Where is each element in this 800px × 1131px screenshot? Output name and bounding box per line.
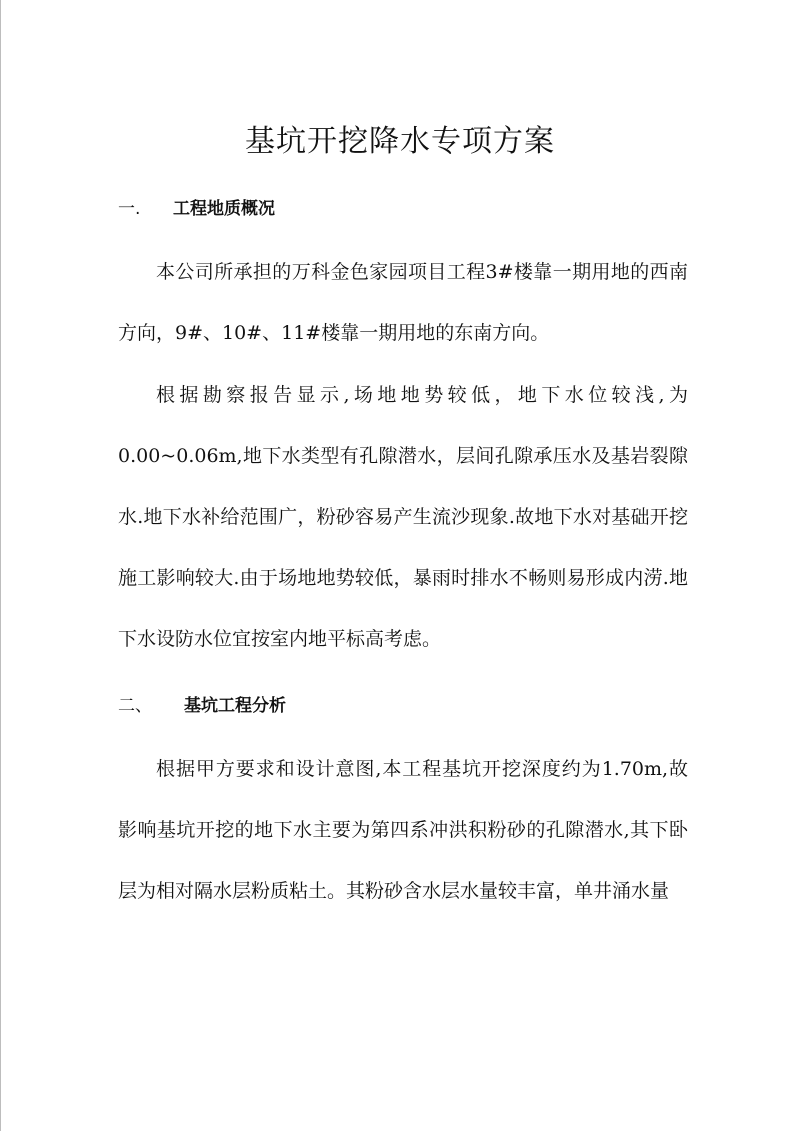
section-1-paragraph-2: 根据勘察报告显示,场地地势较低，地下水位较浅,为0.00~0.06m,地下水类型有孔隙潜水，层间孔隙承压水及基岩裂隙水.地下水补给范围广，粉砂容易产生流沙现象.故地下水对基础开挖施工影响较大.由于场地地势较低，暴雨时排水不畅则易形成内涝.地下水设防水位宜按室内地平标高考虑。 [118,384,688,650]
section-title-1: 工程地质概况 [173,199,275,219]
page-edge-line [0,0,1,1131]
section-1-paragraph-1: 本公司所承担的万科金色家园项目工程3#楼靠一期用地的西南 方向，9#、10#、11#楼靠一期用地的东南方向。 [118,261,688,344]
section-heading-1 [118,195,275,223]
section-2-paragraph-1: 根据甲方要求和设计意图,本工程基坑开挖深度约为1.70m,故 影响基坑开挖的地下水主要为第四系冲洪积粉砂的孔隙潜水,其下卧 层为相对隔水层粉质粘土。其粉砂含水层水量较丰富，单井涌水量 [118,758,688,902]
section-heading-2 [118,692,286,720]
section-number-2: 二、 [118,696,152,716]
document-title: 基坑开挖降水专项方案 [245,124,555,159]
section-number-1: 一. [118,199,141,219]
section-title-2: 基坑工程分析 [184,696,286,716]
